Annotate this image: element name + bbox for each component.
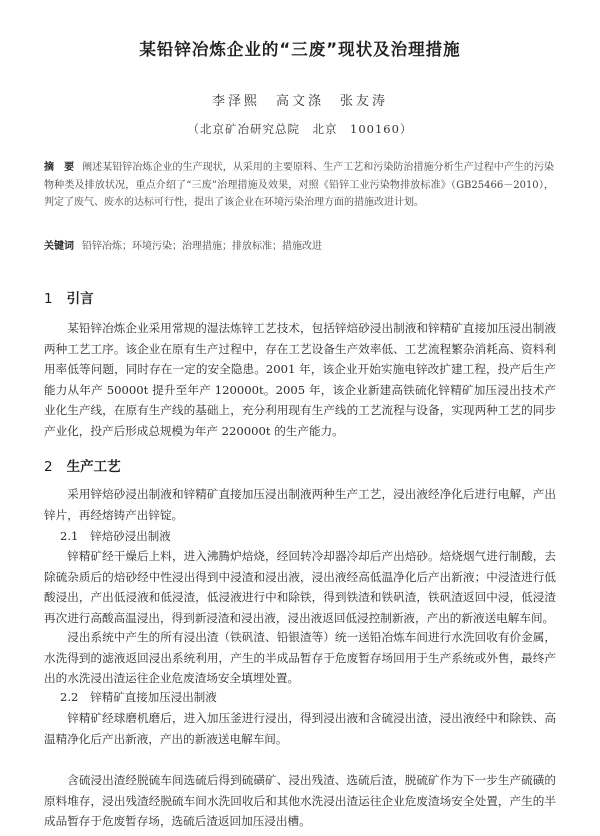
section-heading [44, 287, 94, 307]
subsection-title: 锌焙砂浸出制液 [90, 529, 171, 543]
body-paragraph: 采用锌焙砂浸出制液和锌精矿直接加压浸出制液两种生产工艺，浸出液经净化后进行电解，产出锌片，再经熔铸产出锌锭。 [44, 487, 556, 522]
abstract-label: 摘 要 [44, 162, 75, 173]
body-paragraph: 锌精矿经干燥后上料，进入沸腾炉焙烧，经回转冷却器冷却后产出焙砂。焙烧烟气进行制酸，去除硫杂质后的焙砂经中性浸出得到中浸渣和浸出液，浸出液经高低温净化后产出新液；中浸渣进行低酸浸出，产出低浸液和低浸渣，低浸液进行中和除铁，得到铁渣和铁矾渣，铁矾渣返回中浸，低浸渣再次进行高酸高温浸出，得到新浸渣和浸出液，浸出液返回低浸控制新液，产出的新液送电解车间。 [44, 549, 556, 625]
keywords-block [44, 239, 554, 255]
subsection-number: 2.1 [60, 529, 79, 543]
paper-title: 某铅锌冶炼企业的“三废”现状及治理措施 [139, 40, 461, 59]
subsection-heading [60, 528, 171, 544]
subsection-number: 2.2 [60, 690, 79, 704]
keywords-label: 关键词 [44, 241, 74, 252]
section-number: 2 [44, 459, 53, 475]
body-paragraph: 锌精矿经球磨机磨后，进入加压釜进行浸出，得到浸出液和含硫浸出渣，浸出液经中和除铁、高温精净化后产出新液，产出的新液送电解车间。 [44, 711, 556, 746]
subsection-title: 锌精矿直接加压浸出制液 [90, 690, 217, 704]
subsection-heading [60, 689, 217, 705]
abstract-block [44, 159, 554, 212]
section-title: 生产工艺 [66, 459, 121, 475]
body-paragraph: 某铅锌冶炼企业采用常规的湿法炼锌工艺技术，包括锌焙砂浸出制液和锌精矿直接加压浸出制液两种工艺工序。该企业在原有生产过程中，存在工艺设备生产效率低、工艺流程繁杂消耗高、资料利用率低等问题，同时存在一定的安全隐患。2001 年，该企业开始实施电锌改扩建工程，投产后生产能力从年产 50000t 提升至年产 120000t。2005 年，该企业新建高铁硫化锌精矿加压浸出技术产业化生产线，在原有生产线的基础上，充分利用现有生产线的工艺流程与设备，实现两种工艺的同步产业化，投产后形成总规模为年产 220000t 的生产能力。 [44, 321, 556, 438]
keywords-text: 铅锌冶炼；环境污染；治理措施；排放标准；措施改进 [82, 241, 322, 252]
author-list: 李泽熙 高文涤 张友涛 [211, 94, 388, 109]
section-heading [44, 455, 121, 475]
section-title: 引言 [66, 291, 94, 307]
affiliation: （北京矿冶研究总院 北京 100160） [187, 122, 413, 136]
body-paragraph: 含硫浸出渣经脱硫车间选硫后得到硫磺矿、浸出残渣、选硫后渣，脱硫矿作为下一步生产硫磺的原料堆存，浸出残渣经脱硫车间水洗回收后和其他水洗浸出渣运往企业危废渣场安全处置，产生的半成品暂存于危废暂存场，选硫后渣返回加压浸出槽。 [44, 773, 556, 828]
section-number: 1 [44, 291, 53, 307]
abstract-text: 阐述某铅锌冶炼企业的生产现状，从采用的主要原料、生产工艺和污染防治措施分析生产过程中产生的污染物种类及排放状况，重点介绍了“三废”治理措施及效果，对照《铅锌工业污染物排放标准》（GB25466－2010），判定了废气、废水的达标可行性，提出了该企业在环境污染治理方面的措施改进计划。 [44, 162, 555, 208]
body-paragraph: 浸出系统中产生的所有浸出渣（铁矾渣、铅银渣等）统一送铅冶炼车间进行水洗回收有价金属，水洗得到的滤液返回浸出系统利用，产生的半成品暂存于危废暂存场回用于生产系统或外售，最终产出的水洗浸出渣运往企业危废渣场安全填埋处置。 [44, 630, 556, 685]
